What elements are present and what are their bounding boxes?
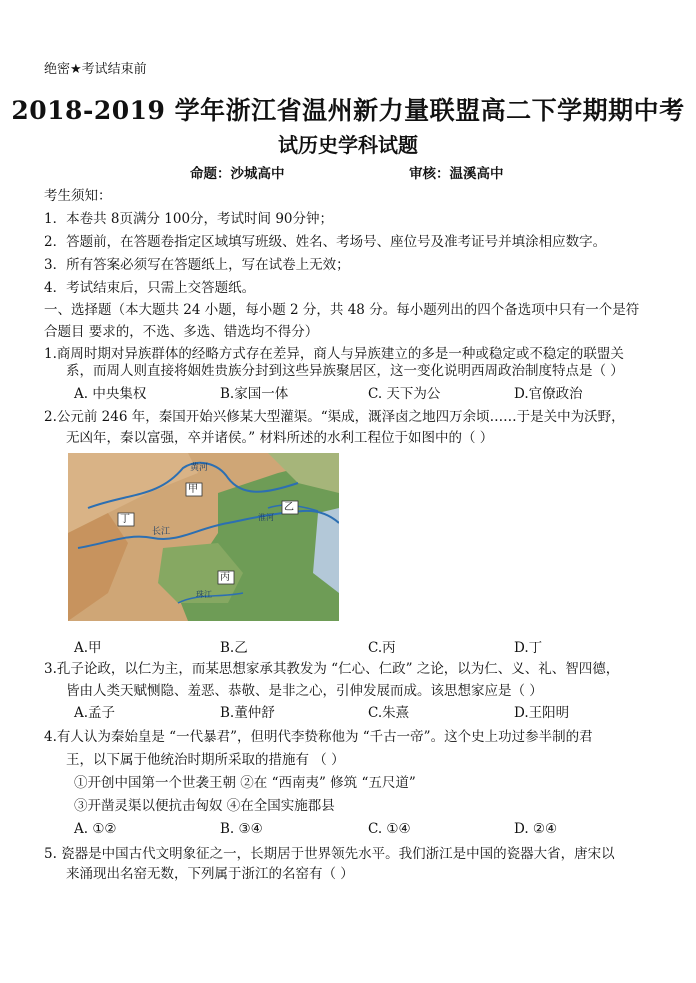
q1-option-c[interactable]: C. 天下为公 [368,386,441,402]
question-1-text-cont: 系，而周人则直接将姻姓贵族分封到这些异族聚居区，这一变化说明西周政治制度特点是（ ） [66,363,624,379]
map-label-bing: 丙 [220,572,230,583]
notice-heading: 考生须知： [44,188,112,204]
question-4-statement: ①开创中国第一个世袭王朝 ②在 “西南夷” 修筑 “五尺道” [74,775,416,791]
map-label-changjiang: 长江 [152,527,171,537]
exam-title-line1: 2018-2019 学年浙江省温州新力量联盟高二下学期期中考 [11,96,685,125]
map-label-jia: 甲 [188,484,198,495]
notice-item: 4．考试结束后，只需上交答题纸。 [44,280,256,296]
setter-school: 命题：沙城高中 [190,166,285,182]
q2-option-d[interactable]: D.丁 [514,640,543,656]
question-3-text-cont: 皆由人类天赋恻隐、羞恶、恭敬、是非之心，引伸发展而成。该思想家应是（ ） [66,683,543,699]
q3-option-a[interactable]: A.孟子 [74,705,116,721]
map-label-yi: 乙 [284,502,294,513]
section-heading: 一、选择题（本大题共 24 小题，每小题 2 分，共 48 分。每小题列出的四个备选项中只有一个是符 [44,302,640,318]
notice-item: 3．所有答案必须写在答题纸上，写在试卷上无效； [44,257,350,273]
question-5-text: 5. 瓷器是中国古代文明象征之一，长期居于世界领先水平。我们浙江是中国的瓷器大省，唐宋以 [44,846,615,862]
question-4-text: 4.有人认为秦始皇是 “一代暴君”，但明代李贽称他为 “千古一帝”。这个史上功过参半制的君 [44,729,593,745]
question-4-statement: ③开凿灵渠以便抗击匈奴 ④在全国实施郡县 [74,798,335,814]
confidential-mark: 绝密★考试结束前 [44,62,147,77]
map-label-river-top: 黄河 [190,463,209,473]
question-2-text-cont: 无凶年，秦以富强，卒并诸侯。” 材料所述的水利工程位于如图中的（ ） [66,430,494,446]
q2-option-b[interactable]: B.乙 [220,640,248,656]
map-label-river-mid: 淮河 [258,513,274,522]
q4-option-d[interactable]: D. ②④ [514,821,558,837]
question-3-text: 3.孔子论政，以仁为主，而某思想家承其教发为 “仁心、仁政” 之论，以为仁、义、礼、智四德， [44,661,620,677]
q1-option-d[interactable]: D.官僚政治 [514,386,583,402]
notice-item: 1．本卷共 8页满分 100分，考试时间 90分钟； [44,211,333,227]
q1-option-a[interactable]: A. 中央集权 [74,386,147,402]
notice-item: 2．答题前，在答题卷指定区域填写班级、姓名、考场号、座位号及准考证号并填涂相应数字。 [44,234,607,250]
question-4-text-cont: 王，以下属于他统治时期所采取的措施有 （ ） [66,752,345,768]
question-2-text: 2.公元前 246 年，秦国开始兴修某大型灌渠。“渠成，溉泽卤之地四万余顷……于是关中为沃野， [44,409,625,425]
q2-option-c[interactable]: C.丙 [368,640,396,656]
question-5-text-cont: 来涌现出名窑无数，下列属于浙江的名窑有（ ） [66,866,354,882]
china-river-map [68,453,339,621]
q4-option-b[interactable]: B. ③④ [220,821,263,837]
q2-option-a[interactable]: A.甲 [74,640,102,656]
q3-option-c[interactable]: C.朱熹 [368,705,410,721]
map-label-zhujiang: 珠江 [196,590,212,599]
reviewer-school: 审核：温溪高中 [409,166,504,182]
question-1-text: 1.商周时期对异族群体的经略方式存在差异，商人与异族建立的多是一种或稳定或不稳定的联盟关 [44,346,624,362]
exam-title-line2: 试历史学科试题 [278,133,418,157]
map-label-ding: 丁 [120,514,130,525]
section-heading-cont: 合题目 要求的，不选、多选、错选均不得分） [44,324,319,340]
q4-option-a[interactable]: A. ①② [74,821,117,837]
q1-option-b[interactable]: B.家国一体 [220,386,289,402]
q4-option-c[interactable]: C. ①④ [368,821,411,837]
q3-option-d[interactable]: D.王阳明 [514,705,570,721]
q3-option-b[interactable]: B.董仲舒 [220,705,275,721]
